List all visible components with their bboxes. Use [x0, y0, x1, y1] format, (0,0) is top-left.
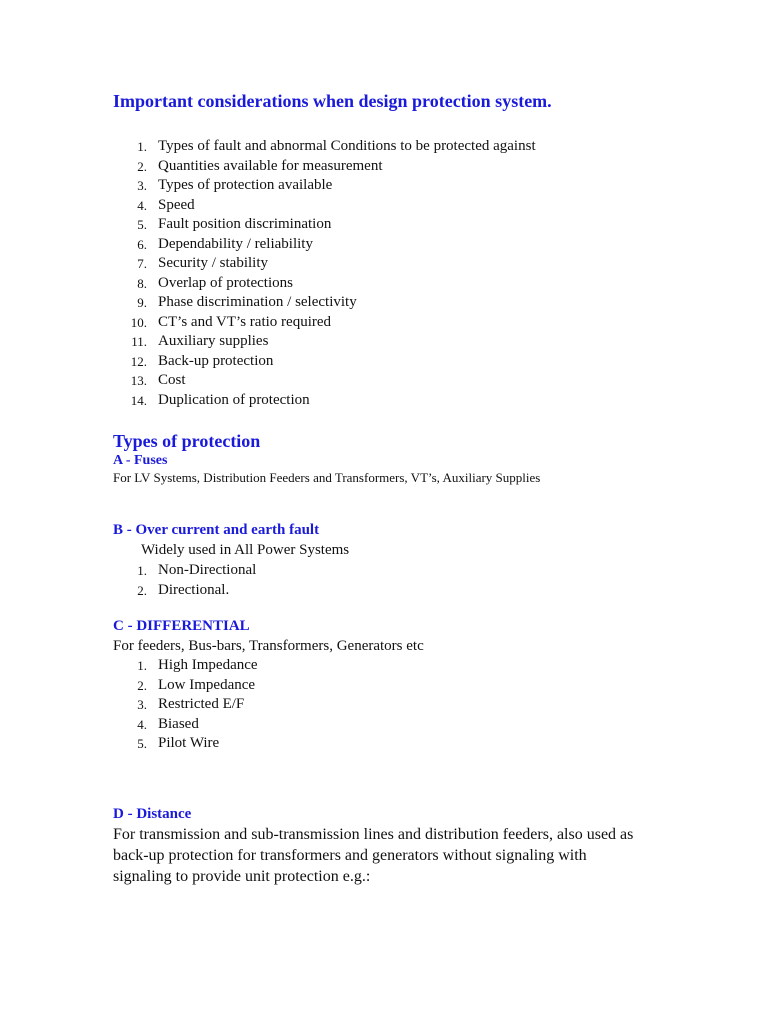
- list-item: [113, 676, 553, 696]
- list-item-number: 11.: [131, 334, 147, 349]
- list-item-text: Back-up protection: [158, 352, 274, 369]
- list-item: [113, 176, 553, 196]
- list-item-number: 1.: [137, 658, 147, 673]
- list-item-text: Quantities available for measurement: [158, 157, 383, 174]
- list-item: [113, 274, 553, 294]
- list-item-text: Directional.: [158, 581, 230, 598]
- list-item-text: CT’s and VT’s ratio required: [158, 313, 332, 330]
- list-item-number: 14.: [130, 392, 147, 408]
- list-item-number: 3.: [137, 178, 147, 193]
- list-item: [113, 581, 553, 601]
- list-item-number: 13.: [130, 373, 147, 388]
- list-item-number: 2.: [137, 582, 147, 598]
- list-item: [113, 352, 553, 372]
- list-item: [113, 157, 553, 177]
- list-item-text: Speed: [158, 196, 195, 213]
- list-item-number: 10.: [130, 314, 147, 330]
- list-item-text: Overlap of protections: [158, 274, 293, 291]
- list-item: [113, 332, 553, 352]
- list-item-number: 7.: [137, 256, 147, 271]
- list-item: [113, 734, 553, 754]
- list-item: [113, 254, 553, 274]
- list-item: [113, 215, 553, 235]
- list-item: [113, 391, 553, 411]
- list-item: [113, 293, 553, 313]
- list-item-text: Security / stability: [158, 255, 268, 271]
- list-item: [113, 196, 553, 216]
- section-a-heading: A - Fuses: [113, 453, 168, 468]
- list-item: [113, 137, 553, 157]
- section-c-text: For feeders, Bus-bars, Transformers, Generators etc: [113, 638, 424, 654]
- list-item-text: Phase discrimination / selectivity: [158, 294, 357, 310]
- list-item-number: 3.: [137, 697, 147, 712]
- section-c-list: [113, 656, 553, 754]
- list-item-number: 1.: [137, 139, 147, 154]
- list-item-text: Non-Directional: [158, 562, 257, 578]
- list-item-number: 5.: [137, 736, 147, 751]
- list-item: [113, 313, 553, 333]
- considerations-list: [113, 137, 553, 410]
- section-a-text: For LV Systems, Distribution Feeders and Transformers, VT’s, Auxiliary Supplies: [113, 470, 541, 485]
- list-item-text: Types of fault and abnormal Conditions to be protected against: [158, 138, 536, 154]
- list-item-text: Biased: [158, 715, 199, 732]
- section-b-heading: B - Over current and earth fault: [113, 522, 320, 538]
- list-item: [113, 371, 553, 391]
- list-item-text: Cost: [158, 372, 186, 388]
- list-item: [113, 561, 553, 581]
- list-item-number: 4.: [137, 197, 147, 213]
- section-b-text: Widely used in All Power Systems: [141, 542, 350, 558]
- list-item-number: 12.: [130, 353, 147, 369]
- list-item-number: 5.: [137, 217, 147, 232]
- list-item-text: Restricted E/F: [158, 696, 245, 712]
- list-item-text: Low Impedance: [158, 676, 256, 693]
- list-item-number: 1.: [137, 563, 147, 578]
- list-item-number: 2.: [137, 677, 147, 693]
- list-item: [113, 656, 553, 676]
- list-item: [113, 235, 553, 255]
- section-d-heading: D - Distance: [113, 806, 192, 822]
- list-item-number: 4.: [137, 716, 147, 732]
- list-item-text: Duplication of protection: [158, 391, 310, 408]
- list-item-text: Auxiliary supplies: [158, 333, 269, 349]
- list-item: [113, 695, 553, 715]
- types-of-protection-heading: Types of protection: [113, 431, 261, 451]
- list-item-number: 2.: [137, 158, 147, 174]
- section-d-text: For transmission and sub-transmission lines and distribution feeders, also used as back-up protection for transformers and generators without signaling with signaling to provide unit protection e.g.:: [113, 826, 634, 885]
- list-item-text: Dependability / reliability: [158, 235, 313, 252]
- list-item-number: 6.: [137, 236, 147, 252]
- page-title: Important considerations when design protection system.: [113, 91, 552, 111]
- list-item-text: Pilot Wire: [158, 735, 220, 751]
- list-item-text: Fault position discrimination: [158, 216, 332, 232]
- list-item-number: 8.: [137, 275, 147, 291]
- list-item-text: Types of protection available: [158, 177, 333, 193]
- section-c-heading: C - DIFFERENTIAL: [113, 618, 250, 634]
- section-b-list: [113, 561, 553, 600]
- list-item-number: 9.: [137, 295, 147, 310]
- list-item-text: High Impedance: [158, 657, 258, 673]
- list-item: [113, 715, 553, 735]
